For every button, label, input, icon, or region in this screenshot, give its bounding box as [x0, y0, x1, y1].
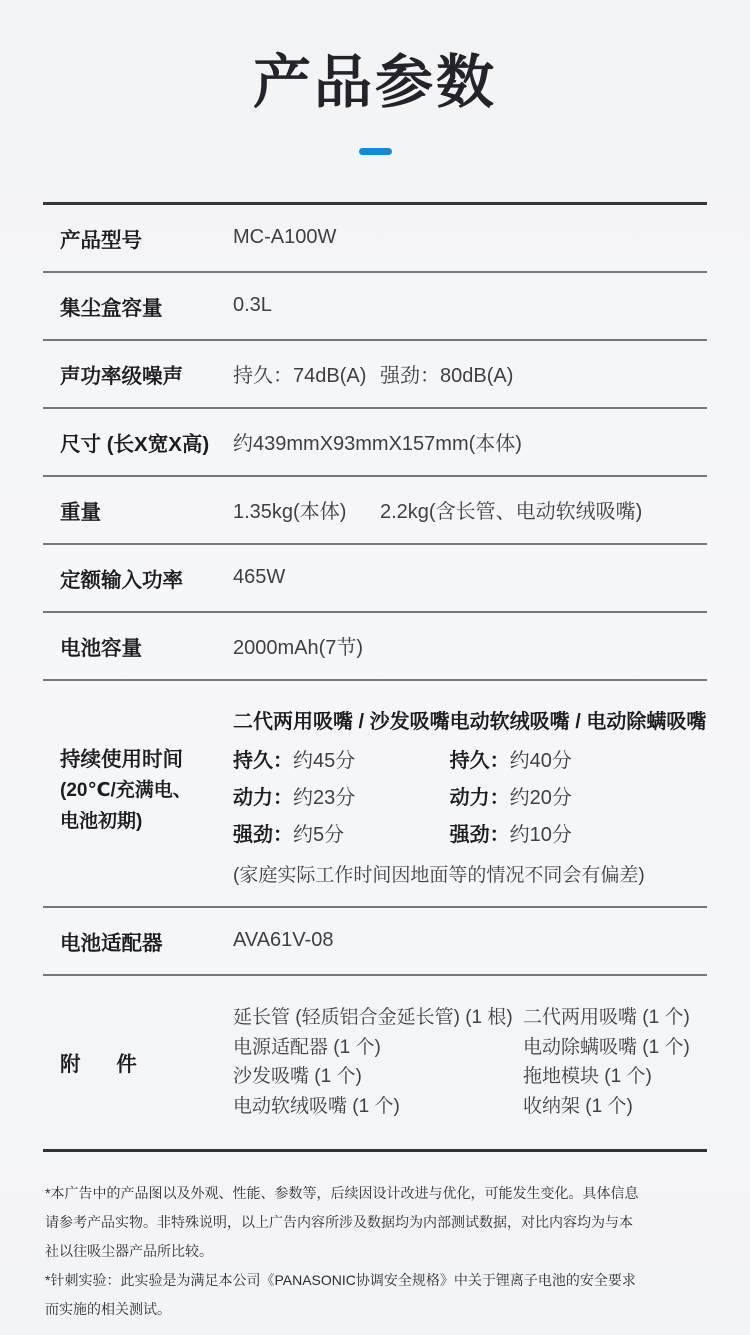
- usage-col1-power: 动力：约23分: [233, 786, 356, 809]
- weight-value-with-attachments: 2.2kg(含长管、电动软绒吸嘴): [380, 501, 643, 524]
- accessory-item: 电源适配器 (1 个): [233, 1036, 381, 1058]
- spec-row-usage-time: [43, 681, 707, 908]
- accessory-item: 拖地模块 (1 个): [523, 1066, 652, 1088]
- accessory-item: 沙发吸嘴 (1 个): [233, 1066, 362, 1088]
- accessory-item: 延长管 (轻质铝合金延长管) (1 根): [233, 1007, 513, 1029]
- usage-col2-durable: 持久：约40分: [449, 749, 572, 772]
- spec-value-weight: [233, 495, 642, 524]
- spec-value-battery-adapter: AVA61V-08: [233, 929, 334, 952]
- spec-label-rated-power: 定额输入功率: [60, 568, 183, 592]
- footnotes: [45, 1179, 645, 1324]
- page-title: 产品参数: [252, 50, 497, 115]
- noise-value-strong: 强劲：80dB(A): [380, 365, 514, 388]
- usage-time-content: [233, 681, 706, 889]
- spec-row-accessories: [43, 976, 707, 1152]
- spec-value-noise: [233, 359, 513, 388]
- spec-label-usage-time: [43, 681, 233, 837]
- spec-row-weight: [43, 477, 707, 545]
- footnote-nail-penetration-test: *针刺实验：此实验是为满足本公司《PANASONIC协调安全规格》中关于锂离子电池的安全要求而实施的相关测试。: [45, 1271, 636, 1317]
- usage-label-line1: 持续使用时间: [60, 747, 183, 771]
- accessory-item: 收纳架 (1 个): [523, 1095, 633, 1117]
- title-accent-dash: [359, 148, 392, 155]
- spec-value-model: MC-A100W: [233, 226, 337, 249]
- usage-column-standard-nozzles: [233, 709, 450, 847]
- spec-label-model: 产品型号: [60, 228, 142, 252]
- spec-row-rated-power: [43, 545, 707, 613]
- spec-row-dustbox-capacity: [43, 273, 707, 341]
- spec-label-dimensions: 尺寸 (长X宽X高): [60, 432, 210, 456]
- usage-label-line3: 电池初期): [60, 810, 143, 832]
- spec-label-weight: 重量: [60, 500, 101, 524]
- noise-value-durable: 持久：74dB(A): [233, 365, 367, 388]
- spec-label-dustbox-capacity: 集尘盒容量: [60, 296, 163, 320]
- usage-col1-header: 二代两用吸嘴 / 沙发吸嘴: [233, 710, 450, 733]
- usage-columns: [233, 709, 706, 847]
- spec-label-noise: 声功率级噪声: [60, 364, 183, 388]
- spec-label-battery-adapter: 电池适配器: [60, 931, 163, 955]
- accessories-columns: [233, 1003, 690, 1121]
- spec-label-battery-capacity: 电池容量: [60, 636, 142, 660]
- spec-value-battery-capacity: 2000mAh(7节): [233, 637, 364, 660]
- spec-row-noise: [43, 341, 707, 409]
- accessory-item: 电动除螨吸嘴 (1 个): [523, 1036, 690, 1058]
- spec-row-dimensions: [43, 409, 707, 477]
- usage-col1-strong: 强劲：约5分: [233, 823, 345, 846]
- usage-col2-power: 动力：约20分: [449, 786, 572, 809]
- spec-value-rated-power: 465W: [233, 566, 286, 589]
- accessory-item: 二代两用吸嘴 (1 个): [523, 1007, 690, 1029]
- spec-row-battery-capacity: [43, 613, 707, 681]
- usage-time-disclaimer: (家庭实际工作时间因地面等的情况不同会有偏差): [233, 864, 645, 886]
- spec-row-battery-adapter: [43, 908, 707, 976]
- spec-value-dustbox-capacity: 0.3L: [233, 294, 272, 317]
- usage-col2-strong: 强劲：约10分: [449, 823, 572, 846]
- spec-label-accessories: 附 件: [60, 1053, 137, 1077]
- accessories-column-1: [233, 1003, 523, 1121]
- usage-label-line2: (20℃/充满电、: [60, 779, 192, 801]
- footnote-general-disclaimer: *本广告中的产品图以及外观、性能、参数等，后续因设计改进与优化，可能发生变化。具体信息请参考产品实物。非特殊说明，以上广告内容所涉及数据均为内部测试数据，对比内容均为与本社以往吸尘器产品所比较。: [45, 1184, 639, 1259]
- weight-value-body: 1.35kg(本体): [233, 501, 347, 524]
- usage-col1-durable: 持久：约45分: [233, 749, 356, 772]
- spec-row-model: [43, 205, 707, 273]
- usage-column-powered-nozzles: [450, 709, 707, 847]
- spec-table: [43, 202, 707, 1152]
- accessory-item: 电动软绒吸嘴 (1 个): [233, 1095, 400, 1117]
- accessories-column-2: [523, 1003, 690, 1121]
- spec-value-dimensions: 约439mmX93mmX157mm(本体): [233, 433, 522, 456]
- usage-col2-header: 电动软绒吸嘴 / 电动除螨吸嘴: [449, 710, 707, 733]
